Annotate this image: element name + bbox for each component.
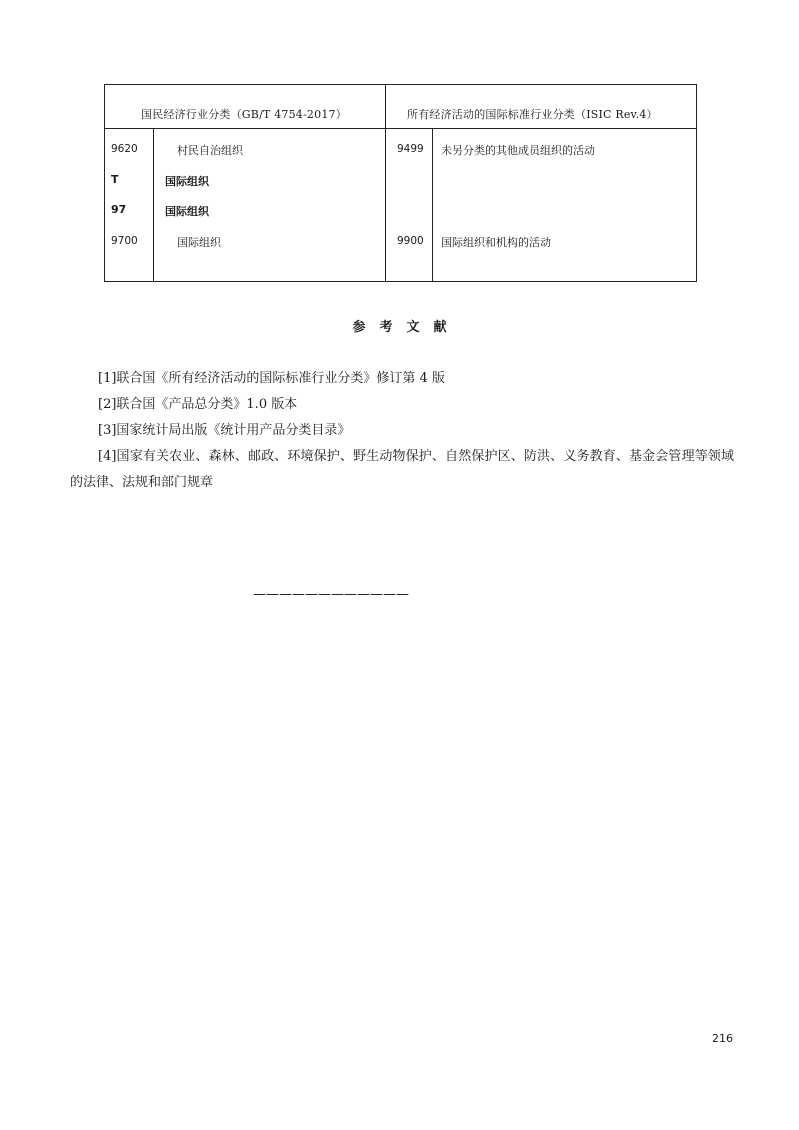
row-code: 97 bbox=[111, 203, 127, 216]
reference-item: [2]联合国《产品总分类》1.0 版本 bbox=[98, 397, 298, 412]
table-left-code-divider bbox=[153, 128, 154, 281]
row-name: 国际组织 bbox=[177, 236, 221, 249]
row-code: 9700 bbox=[111, 235, 138, 247]
reference-item: [4]国家有关农业、森林、邮政、环境保护、野生动物保护、自然保护区、防洪、义务教育、基金会管理等领域的法律、法规和部门规章 bbox=[70, 449, 734, 490]
end-of-section-line: ———————————— bbox=[253, 587, 409, 602]
table-center-divider bbox=[385, 85, 386, 281]
row-name: 国际组织 bbox=[165, 205, 209, 218]
row-isic-code: 9499 bbox=[397, 143, 424, 155]
row-code: 9620 bbox=[111, 143, 138, 155]
reference-item: [1]联合国《所有经济活动的国际标准行业分类》修订第 4 版 bbox=[98, 371, 445, 386]
reference-item: [3]国家统计局出版《统计用产品分类目录》 bbox=[98, 423, 351, 438]
row-name: 国际组织 bbox=[165, 175, 209, 188]
header-isic: 所有经济活动的国际标准行业分类（ISIC Rev.4） bbox=[407, 108, 658, 121]
page-number: 216 bbox=[712, 1032, 733, 1045]
row-isic-code: 9900 bbox=[397, 235, 424, 247]
row-isic-name: 国际组织和机构的活动 bbox=[441, 236, 551, 249]
table-right-code-divider bbox=[432, 128, 433, 281]
row-code: T bbox=[111, 173, 119, 186]
row-isic-name: 未另分类的其他成员组织的活动 bbox=[441, 144, 595, 157]
row-name: 村民自治组织 bbox=[177, 144, 243, 157]
table-header-divider bbox=[105, 128, 696, 129]
references-title: 参考文献 bbox=[352, 320, 461, 335]
header-gbt: 国民经济行业分类（GB/T 4754-2017） bbox=[141, 108, 347, 121]
references-list bbox=[70, 366, 734, 496]
classification-table bbox=[104, 84, 697, 282]
